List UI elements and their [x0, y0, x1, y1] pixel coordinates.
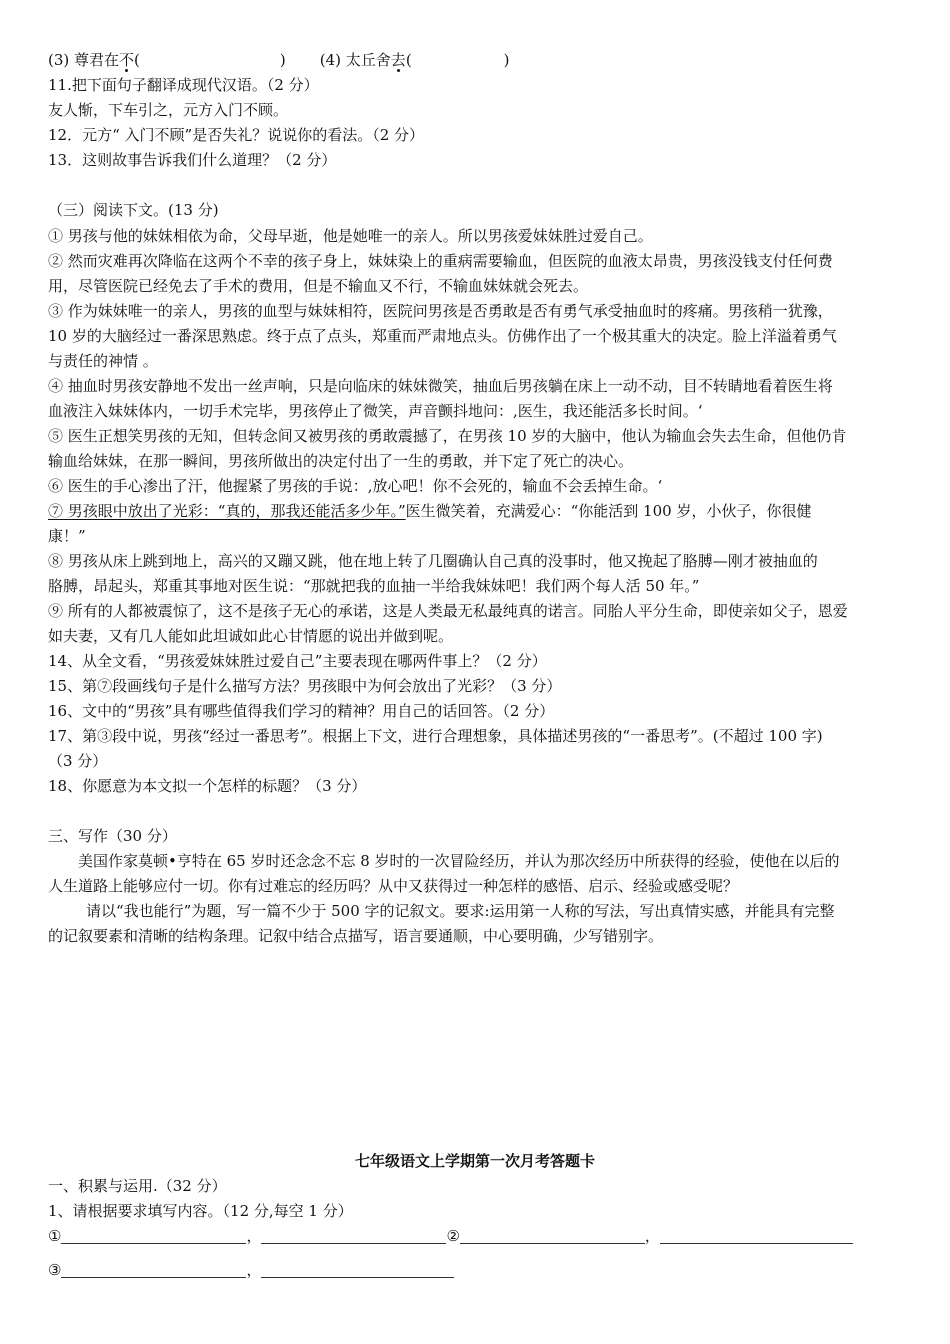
q10-item4-dotted-char: 去	[390, 51, 406, 69]
answer-blank-3[interactable]	[460, 1227, 645, 1244]
paragraph-5-line2: 输血给妹妹，在那一瞬间，男孩所做出的决定付出了一生的勇敢，并下定了死亡的决心。	[48, 452, 634, 470]
q10-items-line	[48, 49, 908, 71]
q10-item3-dotted-char: 不	[119, 51, 135, 69]
question-17-line2: （3 分）	[48, 752, 108, 770]
question-14: 14、从全文看，“男孩爱妹妹胜过爱自己”主要表现在哪两件事上？（2 分）	[48, 652, 547, 670]
writing-prompt-p2-line1: 请以“我也能行”为题，写一篇不少于 500 字的记叙文。要求:运用第一人称的写法，写出真情实感，并能具有完整	[86, 902, 835, 920]
paragraph-6: ⑥ 医生的手心渗出了汗，他握紧了男孩的手说：,放心吧！你不会死的，输血不会丢掉生命。‘	[48, 477, 663, 495]
blank-separator-2: ，	[644, 1227, 660, 1245]
answer-row-1	[48, 1225, 908, 1247]
blank-separator-3: ，	[246, 1261, 262, 1279]
paragraph-3-line1: ③ 作为妹妹唯一的亲人，男孩的血型与妹妹相符，医院问男孩是否勇敢是否有勇气承受抽血时的疼痛。男孩稍一犹豫，	[48, 302, 833, 320]
paragraph-9-line2: 如夫妻，又有几人能如此坦诚如此心甘情愿的说出并做到呢。	[48, 627, 454, 645]
answer-card-q1: 1、请根据要求填写内容。（12 分,每空 1 分）	[48, 1202, 353, 1220]
blank-marker-3: ③	[48, 1261, 62, 1279]
blank-marker-2: ②	[446, 1227, 460, 1245]
paragraph-3-line3: 与责任的神情 。	[48, 352, 158, 370]
q10-item3-prefix: (3) 尊君在	[48, 51, 120, 69]
paragraph-7-rest: 医生微笑着，充满爱心：“你能活到 100 岁，小伙子，你很健	[405, 502, 812, 520]
q10-item4-open: (	[405, 51, 412, 69]
paragraph-3-line2: 10 岁的大脑经过一番深思熟虑。终于点了点头，郑重而严肃地点头。仿佛作出了一个极其重大的决定。脸上洋溢着勇气	[48, 327, 837, 345]
question-16: 16、文中的“男孩”具有哪些值得我们学习的精神？用自己的话回答。（2 分）	[48, 702, 555, 720]
paragraph-9-line1: ⑨ 所有的人都被震惊了，这不是孩子无心的承诺，这是人类最无私最纯真的诺言。同胎人平分生命，即使亲如父子，恩爱	[48, 602, 848, 620]
q10-item3-open: (	[134, 51, 140, 69]
question-11: 11.把下面句子翻译成现代汉语。（2 分）	[48, 76, 319, 94]
writing-prompt-p2-line2: 的记叙要素和清晰的结构条理。记叙中结合点描写，语言要通顺，中心要明确，少写错别字。	[48, 927, 664, 945]
paragraph-5-line1: ⑤ 医生正想笑男孩的无知，但转念间又被男孩的勇敢震撼了，在男孩 10 岁的大脑中，他认为输血会失去生命，但他仍肯	[48, 427, 847, 445]
paragraph-1: ① 男孩与他的妹妹相依为命，父母早逝，他是她唯一的亲人。所以男孩爱妹妹胜过爱自己。	[48, 227, 653, 245]
blank-marker-1: ①	[48, 1227, 62, 1245]
q10-item4-prefix: (4) 太丘舍	[319, 51, 391, 69]
paragraph-7-underlined-sentence: ⑦ 男孩眼中放出了光彩：“真的，那我还能活多少年。”	[48, 502, 406, 520]
answer-card-title: 七年级语文上学期第一次月考答题卡	[354, 1152, 595, 1170]
paragraph-2-line1: ② 然而灾难再次降临在这两个不幸的孩子身上，妹妹染上的重病需要输血，但医院的血液太昂贵，男孩没钱支付任何费	[48, 252, 833, 270]
answer-blank-4[interactable]	[660, 1227, 853, 1244]
answer-card-part1: 一、积累与运用.（32 分）	[48, 1177, 227, 1195]
paragraph-4-line1: ④ 抽血时男孩安静地不发出一丝声响，只是向临床的妹妹微笑，抽血后男孩躺在床上一动不动，目不转睛地看着医生将	[48, 377, 833, 395]
writing-prompt-p1-line1: 美国作家莫顿•亨特在 65 岁时还念念不忘 8 岁时的一次冒险经历，并认为那次经历中所获得的经验，使他在以后的	[78, 852, 840, 870]
paragraph-8-line1: ⑧ 男孩从床上跳到地上，高兴的又蹦又跳，他在地上转了几圈确认自己真的没事时，他又挽起了胳膊—刚才被抽血的	[48, 552, 818, 570]
paragraph-7-line2: 康！”	[48, 527, 86, 545]
blank-separator-1: ，	[246, 1227, 262, 1245]
paragraph-2-line2: 用，尽管医院已经免去了手术的费用，但是不输血又不行，不输血妹妹就会死去。	[48, 277, 589, 295]
paragraph-8-line2: 胳膊，昂起头，郑重其事地对医生说：“那就把我的血抽一半给我妹妹吧！我们两个每人活 50 年。”	[48, 577, 700, 595]
answer-blank-1[interactable]	[61, 1227, 246, 1244]
q10-item3-close: )	[279, 51, 286, 69]
answer-blank-6[interactable]	[261, 1261, 454, 1278]
answer-blank-5[interactable]	[61, 1261, 246, 1278]
paragraph-7-line1	[48, 500, 908, 522]
writing-prompt-p1-line2: 人生道路上能够应付一切。你有过难忘的经历吗？从中又获得过一种怎样的感悟、启示、经验或感受呢？	[48, 877, 739, 895]
question-15: 15、第⑦段画线句子是什么描写方法？男孩眼中为何会放出了光彩？（3 分）	[48, 677, 562, 695]
q10-item4-close: )	[503, 51, 510, 69]
answer-row-2	[48, 1259, 908, 1281]
paragraph-4-line2: 血液注入妹妹体内，一切手术完毕，男孩停止了微笑，声音颤抖地问：,医生，我还能活多长时间。‘	[48, 402, 703, 420]
question-13: 13．这则故事告诉我们什么道理？（2 分）	[48, 151, 337, 169]
question-12: 12．元方“ 入门不顾”是否失礼？说说你的看法。（2 分）	[48, 126, 425, 144]
answer-blank-2[interactable]	[261, 1227, 446, 1244]
q11-sentence: 友人惭，下车引之，元方入门不顾。	[48, 101, 289, 119]
writing-heading: 三、写作（30 分）	[48, 827, 177, 845]
section3-heading: （三）阅读下文。(13 分)	[48, 201, 219, 219]
question-17-line1: 17、第③段中说，男孩“经过一番思考”。根据上下文，进行合理想象，具体描述男孩的“一番思考”。(不超过 100 字)	[48, 727, 823, 745]
question-18: 18、你愿意为本文拟一个怎样的标题？（3 分）	[48, 777, 367, 795]
